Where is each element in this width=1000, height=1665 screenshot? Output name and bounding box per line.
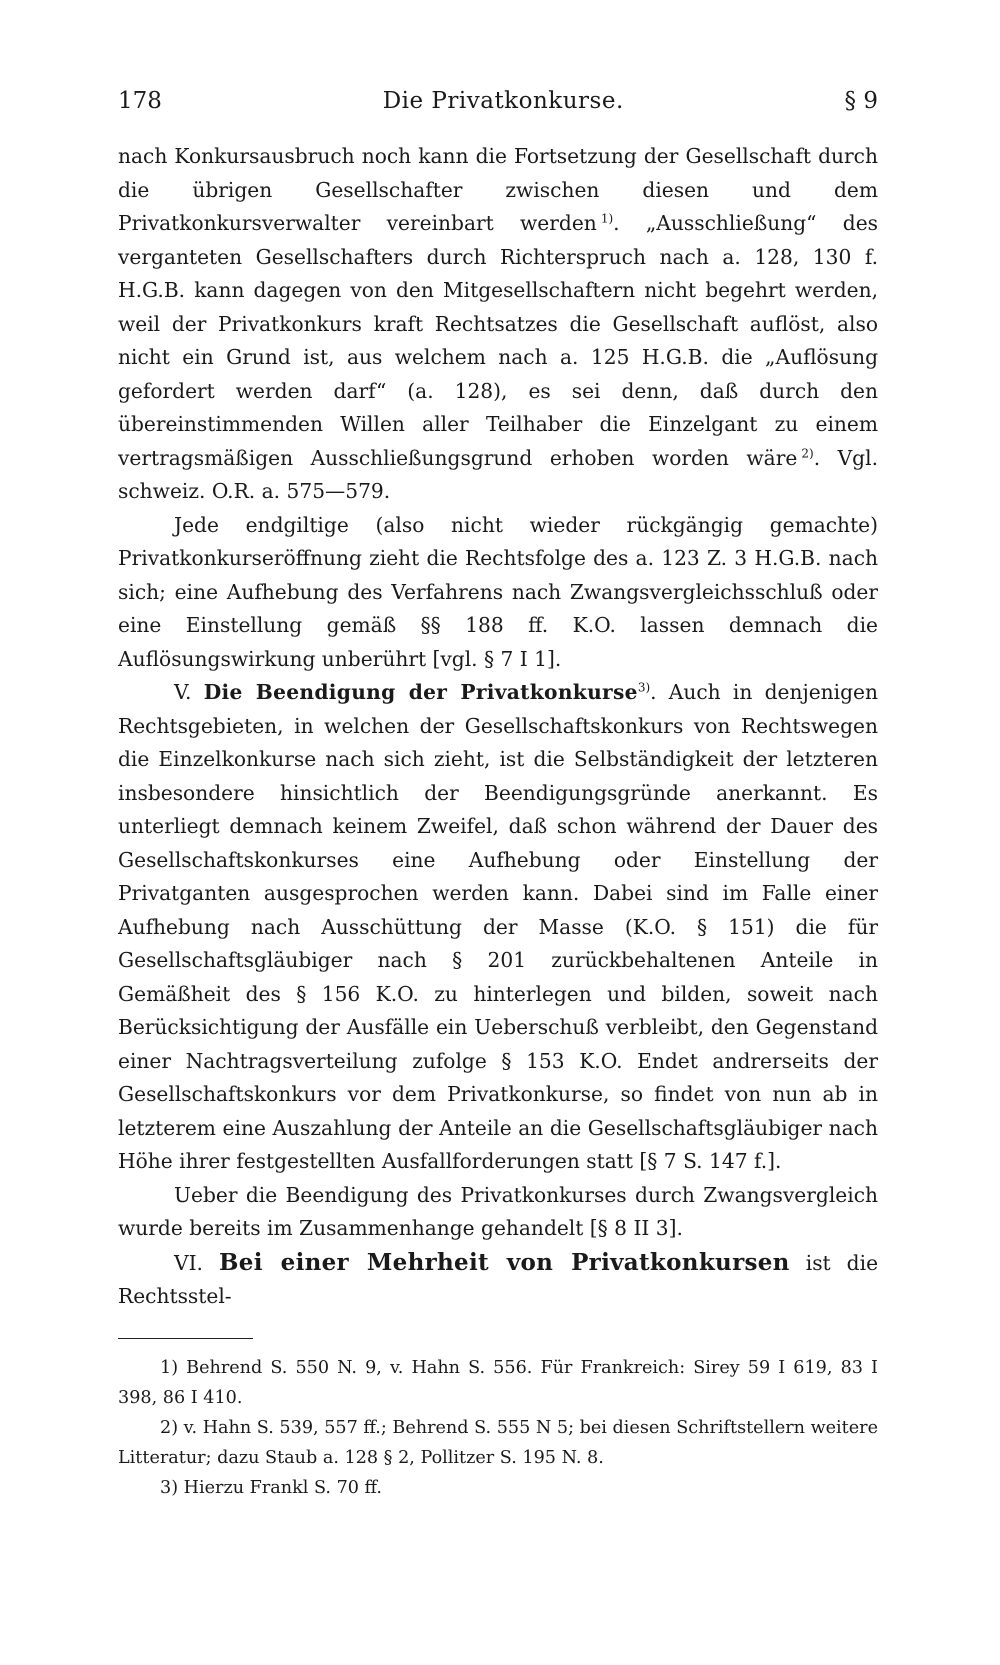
body-text [118, 140, 878, 1314]
book-page [118, 88, 878, 1503]
section-6-title: Bei einer Mehrheit von Privatkonkursen [219, 1248, 790, 1276]
footnote-3: 3) Hierzu Frankl S. 70 ff. [160, 1477, 383, 1498]
page-number: 178 [118, 88, 162, 114]
section-6-number: VI. [174, 1250, 203, 1275]
footnote-divider [118, 1338, 253, 1339]
section-6 [118, 1246, 878, 1314]
paragraph-1: nach Konkursausbruch noch kann die Fortsetzung der Gesellschaft durch die übrigen Gesellschafter zwischen diesen und dem Privatkonkursverwalter vereinbart werden $^{1)}$. „Ausschließung“ des verganteten Gesellschafters durch Richterspruch nach a. 128, 130 f. H.G.B. kann dagegen von den Mitgesellschaftern nicht begehrt werden, weil der Privatkonkurs kraft Rechtsatzes die Gesellschaft auflöst, also nicht ein Grund ist, aus welchem nach a. 125 H.G.B. die „Auflösung gefordert werden darf“ (a. 128), es sei denn, daß durch den übereinstimmenden Willen aller Teilhaber die Einzelgant zu einem vertragsmäßigen Ausschließungsgrund erhoben worden wäre $^{2)}$. Vgl. schweiz. O.R. a. 575—579. [118, 144, 878, 503]
paragraph-4: Ueber die Beendigung des Privatkonkurses durch Zwangsvergleich wurde bereits im Zusammenhange gehandelt [§ 8 II 3]. [118, 1182, 878, 1240]
section-5-title: Die Beendigung der Privatkonkurse [203, 680, 638, 704]
footnote-2: 2) v. Hahn S. 539, 557 ff.; Behrend S. 555 N 5; bei diesen Schriftstellern weitere Litteratur; dazu Staub a. 128 § 2, Pollitzer S. 195 N. 8. [118, 1417, 878, 1468]
section-5-number: V. [174, 680, 192, 704]
footnote-1: 1) Behrend S. 550 N. 9, v. Hahn S. 556. Für Frankreich: Sirey 59 I 619, 83 I 398, 86 I 410. [118, 1357, 878, 1408]
section-5-text: . Auch in denjenigen Rechtsgebieten, in welchen der Gesellschaftskonkurs von Rechtswegen die Einzelkonkurse nach sich zieht, ist die Selbständigkeit der letzteren insbesondere hinsichtlich der Beendigungsgründe anerkannt. Es unterliegt demnach keinem Zweifel, daß schon während der Dauer des Gesellschaftskonkurses eine Aufhebung oder Einstellung der Privatganten ausgesprochen werden kann. Dabei sind im Falle einer Aufhebung nach Ausschüttung der Masse (K.O. § 151) die für Gesellschaftsgläubiger nach § 201 zurückbehaltenen Anteile in Gemäßheit des § 156 K.O. zu hinterlegen und bilden, soweit nach Berücksichtigung der Ausfälle ein Ueberschuß verbleibt, den Gegenstand einer Nachtragsverteilung zufolge § 153 K.O. Endet andrerseits der Gesellschaftskonkurs vor dem Privatkonkurse, so findet von nun ab in letzterem eine Auszahlung der Anteile an die Gesellschaftsgläubiger nach Höhe ihrer festgestellten Ausfallforderungen statt [§ 7 S. 147 f.]. [118, 680, 879, 1173]
section-6-text: ist die Rechtsstel- [118, 1250, 879, 1308]
footnote-ref-3: 3) [637, 680, 651, 695]
footnote-ref-1: 1) [600, 211, 614, 226]
section-mark: § 9 [844, 88, 878, 114]
footnotes [118, 1353, 878, 1503]
running-title: Die Privatkonkurse. [382, 88, 624, 114]
running-head [118, 88, 878, 128]
footnote-ref-2: 2) [801, 445, 814, 460]
section-5 [118, 676, 878, 1179]
paragraph-2: Jede endgiltige (also nicht wieder rückgängig gemachte) Privatkonkurseröffnung zieht die Rechtsfolge des a. 123 Z. 3 H.G.B. nach sich; eine Aufhebung des Verfahrens nach Zwangsvergleichsschluß oder eine Einstellung gemäß §§ 188 ff. K.O. lassen demnach die Auflösungswirkung unberührt [vgl. § 7 I 1]. [118, 512, 878, 671]
